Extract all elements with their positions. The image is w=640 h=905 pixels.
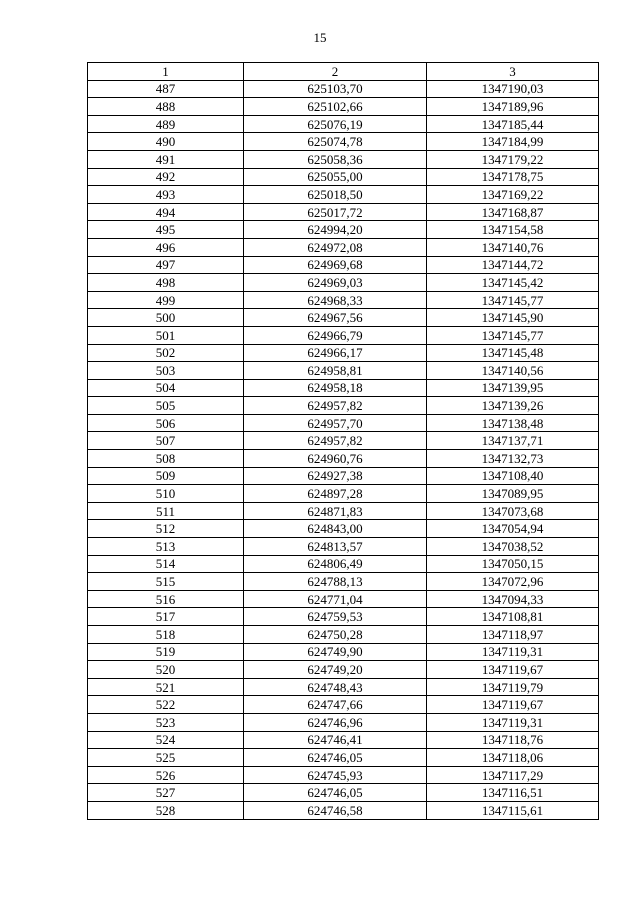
y-coordinate-cell: 1347054,94	[427, 520, 599, 538]
x-coordinate-cell: 624750,28	[244, 626, 427, 644]
table-row	[88, 274, 599, 292]
y-coordinate-cell: 1347139,95	[427, 379, 599, 397]
table-row	[88, 573, 599, 591]
point-number-cell: 515	[88, 573, 244, 591]
x-coordinate-cell: 624749,90	[244, 643, 427, 661]
table-row	[88, 696, 599, 714]
table-row	[88, 608, 599, 626]
point-number-cell: 516	[88, 590, 244, 608]
point-number-cell: 521	[88, 678, 244, 696]
x-coordinate-cell: 625102,66	[244, 98, 427, 116]
x-coordinate-cell: 624759,53	[244, 608, 427, 626]
point-number-cell: 507	[88, 432, 244, 450]
table-row	[88, 238, 599, 256]
point-number-cell: 508	[88, 450, 244, 468]
y-coordinate-cell: 1347117,29	[427, 766, 599, 784]
y-coordinate-cell: 1347118,06	[427, 749, 599, 767]
table-header-row	[88, 63, 599, 81]
table-row	[88, 432, 599, 450]
table-row	[88, 678, 599, 696]
x-coordinate-cell: 624871,83	[244, 502, 427, 520]
point-number-cell: 497	[88, 256, 244, 274]
table-row	[88, 502, 599, 520]
table-row	[88, 713, 599, 731]
x-coordinate-cell: 625017,72	[244, 203, 427, 221]
point-number-cell: 511	[88, 502, 244, 520]
table-row	[88, 150, 599, 168]
table-row	[88, 397, 599, 415]
table-row	[88, 186, 599, 204]
point-number-cell: 526	[88, 766, 244, 784]
x-coordinate-cell: 624957,82	[244, 397, 427, 415]
table-row	[88, 731, 599, 749]
table-row	[88, 766, 599, 784]
point-number-cell: 513	[88, 538, 244, 556]
y-coordinate-cell: 1347190,03	[427, 80, 599, 98]
y-coordinate-cell: 1347145,48	[427, 344, 599, 362]
point-number-cell: 510	[88, 485, 244, 503]
point-number-cell: 512	[88, 520, 244, 538]
point-number-cell: 523	[88, 713, 244, 731]
table-row	[88, 450, 599, 468]
y-coordinate-cell: 1347145,90	[427, 309, 599, 327]
column-header-2: 2	[244, 63, 427, 81]
x-coordinate-cell: 624897,28	[244, 485, 427, 503]
y-coordinate-cell: 1347072,96	[427, 573, 599, 591]
x-coordinate-cell: 624966,17	[244, 344, 427, 362]
point-number-cell: 524	[88, 731, 244, 749]
table-row	[88, 326, 599, 344]
y-coordinate-cell: 1347140,76	[427, 238, 599, 256]
table-row	[88, 344, 599, 362]
point-number-cell: 490	[88, 133, 244, 151]
point-number-cell: 498	[88, 274, 244, 292]
point-number-cell: 489	[88, 115, 244, 133]
table-row	[88, 80, 599, 98]
table-row	[88, 379, 599, 397]
point-number-cell: 487	[88, 80, 244, 98]
x-coordinate-cell: 624746,41	[244, 731, 427, 749]
x-coordinate-cell: 624748,43	[244, 678, 427, 696]
y-coordinate-cell: 1347138,48	[427, 414, 599, 432]
y-coordinate-cell: 1347115,61	[427, 801, 599, 819]
x-coordinate-cell: 625074,78	[244, 133, 427, 151]
x-coordinate-cell: 624746,96	[244, 713, 427, 731]
point-number-cell: 528	[88, 801, 244, 819]
x-coordinate-cell: 624966,79	[244, 326, 427, 344]
table-row	[88, 485, 599, 503]
point-number-cell: 492	[88, 168, 244, 186]
y-coordinate-cell: 1347038,52	[427, 538, 599, 556]
point-number-cell: 522	[88, 696, 244, 714]
point-number-cell: 519	[88, 643, 244, 661]
table-row	[88, 414, 599, 432]
x-coordinate-cell: 624957,70	[244, 414, 427, 432]
point-number-cell: 495	[88, 221, 244, 239]
point-number-cell: 502	[88, 344, 244, 362]
y-coordinate-cell: 1347140,56	[427, 362, 599, 380]
x-coordinate-cell: 625103,70	[244, 80, 427, 98]
point-number-cell: 494	[88, 203, 244, 221]
x-coordinate-cell: 624927,38	[244, 467, 427, 485]
x-coordinate-cell: 624967,56	[244, 309, 427, 327]
point-number-cell: 491	[88, 150, 244, 168]
table-row	[88, 520, 599, 538]
coordinates-table	[87, 62, 599, 820]
table-body	[88, 80, 599, 819]
x-coordinate-cell: 624968,33	[244, 291, 427, 309]
y-coordinate-cell: 1347137,71	[427, 432, 599, 450]
y-coordinate-cell: 1347184,99	[427, 133, 599, 151]
x-coordinate-cell: 625055,00	[244, 168, 427, 186]
y-coordinate-cell: 1347145,77	[427, 291, 599, 309]
point-number-cell: 525	[88, 749, 244, 767]
y-coordinate-cell: 1347119,67	[427, 696, 599, 714]
table-row	[88, 221, 599, 239]
x-coordinate-cell: 624813,57	[244, 538, 427, 556]
point-number-cell: 506	[88, 414, 244, 432]
table-row	[88, 309, 599, 327]
y-coordinate-cell: 1347089,95	[427, 485, 599, 503]
x-coordinate-cell: 624745,93	[244, 766, 427, 784]
y-coordinate-cell: 1347108,81	[427, 608, 599, 626]
y-coordinate-cell: 1347073,68	[427, 502, 599, 520]
y-coordinate-cell: 1347139,26	[427, 397, 599, 415]
table-row	[88, 538, 599, 556]
y-coordinate-cell: 1347185,44	[427, 115, 599, 133]
y-coordinate-cell: 1347189,96	[427, 98, 599, 116]
x-coordinate-cell: 624960,76	[244, 450, 427, 468]
table-row	[88, 133, 599, 151]
point-number-cell: 488	[88, 98, 244, 116]
y-coordinate-cell: 1347050,15	[427, 555, 599, 573]
table-row	[88, 362, 599, 380]
point-number-cell: 500	[88, 309, 244, 327]
y-coordinate-cell: 1347118,76	[427, 731, 599, 749]
y-coordinate-cell: 1347145,77	[427, 326, 599, 344]
point-number-cell: 496	[88, 238, 244, 256]
x-coordinate-cell: 624806,49	[244, 555, 427, 573]
table-row	[88, 291, 599, 309]
y-coordinate-cell: 1347169,22	[427, 186, 599, 204]
x-coordinate-cell: 625076,19	[244, 115, 427, 133]
x-coordinate-cell: 625058,36	[244, 150, 427, 168]
x-coordinate-cell: 624969,03	[244, 274, 427, 292]
column-header-1: 1	[88, 63, 244, 81]
y-coordinate-cell: 1347144,72	[427, 256, 599, 274]
x-coordinate-cell: 624994,20	[244, 221, 427, 239]
y-coordinate-cell: 1347179,22	[427, 150, 599, 168]
point-number-cell: 505	[88, 397, 244, 415]
y-coordinate-cell: 1347178,75	[427, 168, 599, 186]
table-row	[88, 661, 599, 679]
table-row	[88, 203, 599, 221]
x-coordinate-cell: 624958,18	[244, 379, 427, 397]
point-number-cell: 509	[88, 467, 244, 485]
point-number-cell: 517	[88, 608, 244, 626]
point-number-cell: 493	[88, 186, 244, 204]
x-coordinate-cell: 625018,50	[244, 186, 427, 204]
y-coordinate-cell: 1347154,58	[427, 221, 599, 239]
table-row	[88, 555, 599, 573]
x-coordinate-cell: 624957,82	[244, 432, 427, 450]
point-number-cell: 518	[88, 626, 244, 644]
table-row	[88, 590, 599, 608]
y-coordinate-cell: 1347168,87	[427, 203, 599, 221]
table-row	[88, 626, 599, 644]
y-coordinate-cell: 1347145,42	[427, 274, 599, 292]
x-coordinate-cell: 624746,58	[244, 801, 427, 819]
x-coordinate-cell: 624746,05	[244, 749, 427, 767]
table-row	[88, 784, 599, 802]
y-coordinate-cell: 1347119,31	[427, 713, 599, 731]
table-row	[88, 801, 599, 819]
y-coordinate-cell: 1347132,73	[427, 450, 599, 468]
point-number-cell: 514	[88, 555, 244, 573]
table-row	[88, 98, 599, 116]
table-row	[88, 749, 599, 767]
y-coordinate-cell: 1347116,51	[427, 784, 599, 802]
x-coordinate-cell: 624969,68	[244, 256, 427, 274]
x-coordinate-cell: 624749,20	[244, 661, 427, 679]
y-coordinate-cell: 1347119,67	[427, 661, 599, 679]
y-coordinate-cell: 1347118,97	[427, 626, 599, 644]
point-number-cell: 527	[88, 784, 244, 802]
x-coordinate-cell: 624972,08	[244, 238, 427, 256]
y-coordinate-cell: 1347108,40	[427, 467, 599, 485]
point-number-cell: 503	[88, 362, 244, 380]
x-coordinate-cell: 624958,81	[244, 362, 427, 380]
table-row	[88, 256, 599, 274]
page-number: 15	[313, 30, 327, 45]
y-coordinate-cell: 1347119,31	[427, 643, 599, 661]
point-number-cell: 499	[88, 291, 244, 309]
point-number-cell: 520	[88, 661, 244, 679]
x-coordinate-cell: 624843,00	[244, 520, 427, 538]
y-coordinate-cell: 1347119,79	[427, 678, 599, 696]
x-coordinate-cell: 624771,04	[244, 590, 427, 608]
point-number-cell: 504	[88, 379, 244, 397]
x-coordinate-cell: 624746,05	[244, 784, 427, 802]
x-coordinate-cell: 624788,13	[244, 573, 427, 591]
table-row	[88, 467, 599, 485]
column-header-3: 3	[427, 63, 599, 81]
x-coordinate-cell: 624747,66	[244, 696, 427, 714]
point-number-cell: 501	[88, 326, 244, 344]
table-row	[88, 115, 599, 133]
table-row	[88, 643, 599, 661]
y-coordinate-cell: 1347094,33	[427, 590, 599, 608]
table-row	[88, 168, 599, 186]
